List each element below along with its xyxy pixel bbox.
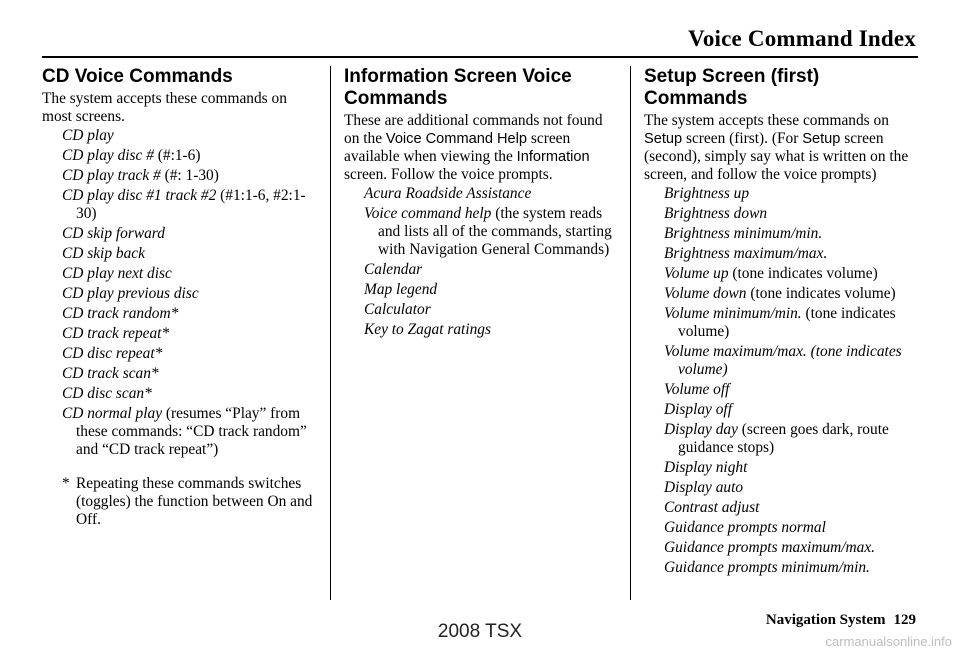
command-phrase: Calculator	[364, 301, 431, 318]
screen-name-ref: Voice Command Help	[385, 131, 528, 147]
command-note: (#: 1-30)	[160, 167, 219, 184]
footnote-text: Repeating these commands switches (toggles) the function between On and Off.	[76, 475, 313, 528]
section-intro	[42, 90, 320, 126]
column-information-screen-commands	[344, 66, 620, 341]
command-phrase: Guidance prompts normal	[664, 519, 826, 536]
page-number: 129	[893, 612, 916, 628]
command-item	[644, 285, 924, 303]
command-phrase: Display auto	[664, 479, 744, 496]
command-item	[644, 519, 924, 537]
command-item	[42, 167, 320, 185]
command-phrase: CD play disc #1 track #2	[62, 187, 217, 204]
command-phrase: Voice command help	[364, 205, 492, 222]
command-item	[644, 421, 924, 457]
page-title: Voice Command Index	[688, 26, 916, 51]
intro-text: screen (second), simply say what is written on the screen, and follow the voice prompts)	[644, 130, 909, 183]
command-item	[42, 225, 320, 243]
command-phrase: Brightness down	[664, 205, 768, 222]
command-phrase: CD disc scan*	[62, 385, 152, 402]
command-phrase: Volume minimum/min.	[664, 305, 802, 322]
command-phrase: Guidance prompts minimum/min.	[664, 559, 870, 576]
column-divider-2	[630, 66, 631, 600]
command-phrase: Display day	[664, 421, 738, 438]
command-phrase: Acura Roadside Assistance	[364, 185, 532, 202]
command-item	[42, 245, 320, 263]
command-item	[344, 205, 620, 259]
intro-text: These are additional commands not found on the	[344, 112, 603, 147]
header-divider	[42, 56, 918, 58]
command-note: (#1:1-6, #2:1-30)	[76, 187, 306, 222]
section-heading: CD Voice Commands	[42, 66, 233, 87]
command-phrase: CD play	[62, 127, 114, 144]
command-item	[42, 305, 320, 323]
command-phrase: CD disc repeat*	[62, 345, 163, 362]
command-list	[644, 185, 924, 577]
command-phrase: Brightness maximum/max.	[664, 245, 828, 262]
command-phrase: Volume maximum/max. (tone indicates volume)	[664, 343, 902, 378]
command-list	[344, 185, 620, 339]
intro-text: screen. Follow the voice prompts.	[344, 166, 553, 183]
command-item	[644, 459, 924, 477]
command-phrase: CD skip back	[62, 245, 145, 262]
command-phrase: CD play disc #	[62, 147, 154, 164]
command-item	[644, 381, 924, 399]
command-item	[42, 325, 320, 343]
command-item	[644, 205, 924, 223]
command-item	[42, 147, 320, 165]
command-phrase: CD normal play	[62, 405, 163, 422]
command-phrase: CD track repeat*	[62, 325, 170, 342]
intro-text: screen available when viewing the	[344, 130, 571, 165]
intro-text: The system accepts these commands on most screens.	[42, 90, 287, 125]
command-phrase: Calendar	[364, 261, 423, 278]
watermark: carmanualsonline.info	[825, 634, 952, 649]
command-item	[42, 187, 320, 223]
command-phrase: CD track random*	[62, 305, 179, 322]
command-item	[644, 559, 924, 577]
command-item	[42, 265, 320, 283]
column-cd-voice-commands	[42, 66, 320, 529]
command-note: (#:1-6)	[153, 147, 201, 164]
footer-model: 2008 TSX	[437, 621, 523, 642]
command-item	[644, 401, 924, 419]
command-item	[42, 365, 320, 383]
command-note: (resumes “Play” from these commands: “CD track random” and “CD track repeat”)	[76, 405, 307, 458]
command-note: (the system reads and lists all of the commands, starting with Navigation General Commands)	[378, 205, 612, 258]
command-item	[644, 245, 924, 263]
command-phrase: Brightness up	[664, 185, 750, 202]
column-setup-screen-commands	[644, 66, 924, 579]
footnote-mark: *	[62, 475, 70, 492]
command-item	[644, 343, 924, 379]
screen-name-ref: Information	[516, 149, 590, 165]
command-note: (screen goes dark, route guidance stops)	[678, 421, 889, 456]
command-item	[42, 127, 320, 145]
command-list	[42, 127, 320, 459]
column-divider-1	[330, 66, 331, 600]
command-item	[644, 499, 924, 517]
command-phrase: Map legend	[364, 281, 438, 298]
command-phrase: Volume up	[664, 265, 729, 282]
command-item	[644, 539, 924, 557]
command-phrase: Volume off	[664, 381, 730, 398]
command-phrase: Contrast adjust	[664, 499, 760, 516]
command-item	[42, 345, 320, 363]
section-heading: Setup Screen (first) Commands	[644, 66, 820, 109]
command-phrase: Key to Zagat ratings	[364, 321, 491, 338]
command-note: (tone indicates volume)	[728, 265, 878, 282]
command-item	[344, 185, 620, 203]
section-heading: Information Screen Voice Commands	[344, 66, 572, 109]
command-item	[344, 321, 620, 339]
command-note: (tone indicates volume)	[746, 285, 896, 302]
command-item	[42, 385, 320, 403]
footnote	[42, 475, 320, 529]
intro-text: screen (first). (For	[682, 130, 803, 147]
command-item	[644, 185, 924, 203]
command-note: (tone indicates volume)	[678, 305, 896, 340]
command-phrase: CD skip forward	[62, 225, 165, 242]
section-intro	[344, 112, 620, 184]
command-phrase: Display night	[664, 459, 748, 476]
command-phrase: CD play next disc	[62, 265, 172, 282]
command-phrase: Guidance prompts maximum/max.	[664, 539, 876, 556]
command-phrase: CD play track #	[62, 167, 161, 184]
screen-name-ref: Setup	[802, 131, 841, 147]
section-intro	[644, 112, 924, 184]
command-item	[42, 285, 320, 303]
command-item	[644, 225, 924, 243]
command-item	[644, 265, 924, 283]
footer-section: Navigation System	[765, 612, 886, 628]
command-item	[344, 301, 620, 319]
command-item	[644, 305, 924, 341]
command-item	[42, 405, 320, 459]
intro-text: The system accepts these commands on	[644, 112, 889, 129]
command-phrase: CD track scan*	[62, 365, 159, 382]
command-phrase: Display off	[664, 401, 732, 418]
command-item	[344, 281, 620, 299]
command-phrase: CD play previous disc	[62, 285, 199, 302]
command-item	[344, 261, 620, 279]
command-phrase: Brightness minimum/min.	[664, 225, 823, 242]
screen-name-ref: Setup	[644, 131, 683, 147]
command-phrase: Volume down	[664, 285, 747, 302]
command-item	[644, 479, 924, 497]
